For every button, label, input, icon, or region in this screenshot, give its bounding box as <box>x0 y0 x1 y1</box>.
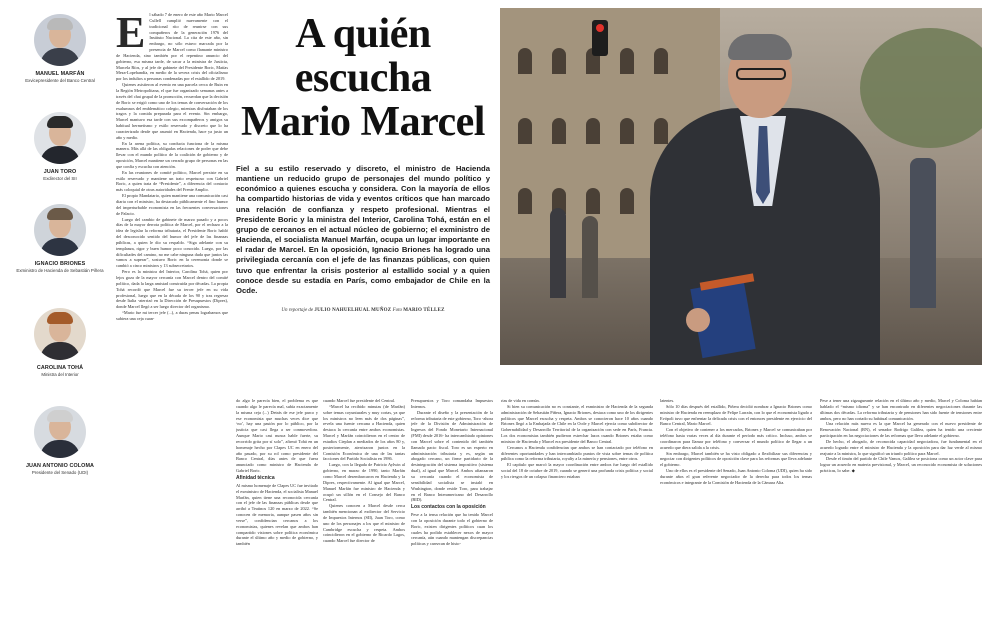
person-role: Presidente del Senado (UDI) <box>31 470 89 475</box>
person-name: IGNACIO BRIONES <box>34 261 86 267</box>
paragraph: Quienes conocen a Marcel desde cerca también mencionan al exdirector del Servicio de Impuestos Internos (SII), Juan Toro, como uno de los personajes a los que el ministro de Cambridge escucha y respeta. Ambos coincidieron en el gobierno de Ricardo Lagos, cuando Marcel fue director de <box>323 503 405 544</box>
paragraph: En la arena política, su conducta funciona de la misma manera. Más allá de las obligadas relaciones de poder que debe llevar con el mundo político de la coalición de gobierno y de oposición, Marcel mantiene un cerrado grupo de personas en las que confía y escucha con atención. <box>116 140 228 169</box>
man-hair <box>728 34 792 60</box>
paragraph: Durante el diseño y la presentación de la reforma tributaria de este gobierno, Toro -ahora jefe de la División de Administración de Ingresos del Fondo Monetario Internacional (FMI) desde 2016- ha intercambiado opiniones con Marcel sobre el contenido del también llamado pacto fiscal. Toro es un experto en administración tributaria y es, según un abogado cercano, un firme partidario de la desintegración del sistema impositivo (sistema dual), al igual que Marcel. Ambos afianzaron su cercanía cuando el economista de sensibilidad socialista se instaló en Washington, donde reside Toro, para trabajar en el Banco Interamericano del Desarrollo (BID). <box>411 409 493 503</box>
building-window <box>620 48 634 74</box>
paragraph: Pese a tener una zigzagueante relación en el último año y medio, Marcel y Coloma habían hablado el “mismo idioma” y se han encontrado en diferentes negociaciones durante las últimas dos décadas. La reforma tributaria y de pensiones han sido fuente de tensiones entre ambos, pero no han cortado su habitual comunicación. <box>820 398 982 421</box>
avatar <box>34 14 86 66</box>
paragraph: Una relación más nueva es la que Marcel ha generado con el nuevo presidente de Renovación Nacional (RN), el senador Rodrigo Galilea, quien ha tenido una creciente participación en las negociaciones de las reformas que lleva adelante el gobierno. <box>820 421 982 439</box>
person-name: JUAN TORO <box>43 169 77 175</box>
paragraph: El capítulo que marcó la mayor coordinación entre ambos fue luego del estallido social del 18 de octubre de 2019, cuando se generó una profunda crisis política y social y los riesgos de un colapso financiero estaban <box>501 462 653 479</box>
avatar-hair <box>47 312 73 324</box>
byline-photographer: MARIO TÉLLEZ <box>403 308 445 313</box>
portrait-carolina-toha <box>14 308 106 377</box>
portrait-juan-toro <box>14 112 106 181</box>
subheading: Afinidad técnica <box>236 474 275 481</box>
article-column-2 <box>236 398 318 612</box>
avatar-body <box>40 440 80 458</box>
person-role: Exdirector del SII <box>43 176 77 181</box>
building-window <box>552 48 566 74</box>
paragraph: Presupuestos y Toro comandaba Impuestos Internos. <box>411 398 493 409</box>
paragraph: rias de vida en común. <box>501 398 540 403</box>
paragraph: latentes. <box>660 398 675 403</box>
headline-line: Mario Marcel <box>241 99 485 145</box>
paragraph: En las reuniones de comité político, Marcel persiste en su estilo reservado y mantiene un trato respetuoso con Gabriel Boric, a quien trata de “Presidente”, a diferencia del contacto más coloquial de otras autoridades del Frente Amplio. <box>116 169 228 193</box>
building-window <box>654 118 668 144</box>
portrait-juan-antonio-coloma <box>14 406 106 475</box>
building-window <box>586 188 600 214</box>
pedestrian <box>910 158 936 308</box>
building-window <box>518 118 532 144</box>
tree <box>860 28 982 148</box>
paragraph: Pese a la tensa relación que ha tenido Marcel con la oposición durante todo el gobierno de Boric, existen dirigentes políticos cuan los cuales ha podido establecer nexos de mayor cercanía, aún cuando mantengan discrepancias políticas y carezcan de histo- <box>411 512 493 547</box>
paragraph: Con el objetivo de contener a los mercados, Briones y Marcel se comunicaban por teléfono hasta varias veces al día durante el período más crítico. Incluso, ambos se coordinaron para llamar por teléfono y conversar el mundo político de llegar a un acuerdo que diera salida a la crisis. <box>660 427 812 450</box>
article-column-3 <box>323 398 405 612</box>
paragraph: “Mario fue mi tercer jefe (...), a duras penas lograbamos que subiera una ceja cuan- <box>116 310 228 321</box>
portrait-manuel-marfan <box>14 14 106 83</box>
paragraph: Cercanos a Hacienda confidencian que ambos se han contactado por teléfono en diferentes oportunidades y han intercambiado puntos de vista sobre temas de política pública como la reforma tributaria, royalty a la minería y pensiones, entre otros. <box>501 444 653 462</box>
avatar-body <box>40 342 80 360</box>
lead-paragraph: Fiel a su estilo reservado y discreto, el ministro de Hacienda mantiene un reducido grupo de personajes del mundo político y económico a quienes escucha y considera. Con la mayoría de ellos ha compartido historias de vida y eventos críticos que han marcado una relación de confianza y respeto profesional. Mientras el Presidente Boric y la ministra del Interior, Carolina Tohá, están en el grupo de cercanos en el actual núcleo de gobierno; el exministro de Hacienda, el socialista Manuel Marfán, ocupa un lugar importante en el radar de Marcel. En la oposición, Ignacio Briones ha logrado una privilegiada cercanía con el jefe de las finanzas públicas, con quien tuvo que enfrentar la crisis posterior al estallido social y a quien conoce desde su estadía en París, como embajador de Chile en la Ocde. <box>236 164 490 295</box>
person-name: MANUEL MARFÁN <box>35 71 85 77</box>
building-window <box>620 118 634 144</box>
article-column-4 <box>411 398 493 612</box>
avatar <box>34 308 86 360</box>
paragraph: “Marcel ha recibido minutas (de Marfán) sobre temas coyunturales y muy cortas, ya que los ministros no leen más de dos páginas”, revela una fuente cercana a Hacienda, quien destaca la cercanía entre ambos economistas. Marcel y Marfán coincidieron en el centro de estudios Cieplan a mediados de los años 80 y, posteriormente, aterrizaron juntos en la Comisión Económica de una de las tantas facciones del Partido Socialista en 1986. <box>323 403 405 462</box>
avatar-body <box>40 238 80 256</box>
paragraph: Al mismo homenaje de Clapes UC fue invitado el exministro de Hacienda, el socialista Manuel Marfán, quien tiene una reconocida cercanía con el jefe de las finanzas públicas desde que arribó a Teatinos 120 en marzo de 2022. “Se conocen de memoria, aunque pasen años sin verse”, confidencian cercanos a los economistas, quienes revelan que ambos han compartido visiones sobre política económica durante el último año y medio de gobierno, y también <box>236 482 318 547</box>
photo-prefix: Foto <box>392 308 403 313</box>
article-column-1 <box>116 12 228 612</box>
avatar <box>34 204 86 256</box>
building-window <box>518 188 532 214</box>
portrait-ignacio-briones <box>14 204 106 273</box>
paragraph: do algo le parecía bien, el problema es que cuando algo le parecía mal, subía exactamente la misma ceja (...) Detrás de ese jefe parco y ese economista que muchas veces dice que ‘no’, hay una pasión por lo público, por la justicia que casi llega a ser conmovedora. Aunque Mario casi nunca hable fuerte, su recorrido grita por sí solo”, afirmó Tohá en un homenaje hecho por Clapes UC en enero del año pasado, por su rol como presidente del Banco Central, días antes de que fuera anunciado como ministro de Hacienda de Gabriel Boric. <box>236 398 318 474</box>
article-column-5 <box>501 398 653 612</box>
traffic-light-icon <box>592 20 608 56</box>
byline-author: JULIO NAHUELHUAL MUÑOZ <box>314 308 392 313</box>
paragraph: De hecho, el abogado, de reconocida capacidad negociadora, fue fundamental en el acuerdo logrado entre el ministro de Hacienda y la oposición para dar luz verde al mismo reajuste a la ministra, lo que significó un triunfo político para Marcel. <box>820 438 982 456</box>
building-window <box>620 188 634 214</box>
person-role: Exministro de Hacienda de Sebastián Piñera <box>16 268 104 273</box>
paragraph: Quienes asistieron al evento en una parcela cerca de Buin en la Región Metropolitana, el que fue organizado semanas antes a través del chat grupal de la promoción, recuerdan que la decisión de Boric se erigió como uno de los temas de conversación de los exalumnos del emblemático colegio, mientras disfrutaban de los tragos y la comida preparada para el evento. Sin embargo, Marcel mantuvo esa tarde con sus excompañeros y amigos su habitual hermetismo y estilo reservado y discreto que lo ha caracterizado desde que asumió en Hacienda, hace ya justo un año y medio. <box>116 82 228 140</box>
byline <box>236 308 490 313</box>
avatar-body <box>40 146 80 164</box>
avatar-hair <box>47 208 73 220</box>
paragraph: Uno de ellos es el presidente del Senado, Juan Antonio Coloma (UDI), quien ha sido durante años el gran referente negociador de la derecha para todos los temas económicos e integrante de la Comisión de Hacienda de la Cámara Alta. <box>660 468 812 485</box>
paragraph: Pero es la ministra del Interior, Carolina Tohá, quien por lejos goza de la mayor cercanía con Marcel dentro del comité político, dada la larga amistad construida por décadas. La propia Tohá recordó que Marcel fue su tercer jefe en su vida profesional, luego que en la década de los 90 y tras regresar desde Italia -aterrizó en la Dirección de Presupuestos (Dipres), donde Marcel llegó a ser luego director del organismo. <box>116 269 228 310</box>
article-column-7 <box>820 398 982 612</box>
headline <box>236 12 490 144</box>
building-window <box>552 118 566 144</box>
avatar-hair <box>47 410 73 422</box>
portrait-column <box>14 8 106 613</box>
paragraph: Luego, con la llegada de Patricio Aylwin al gobierno, en marzo de 1990, tanto Marfán como Marcel desembarcaron en Hacienda y la Dipres, respectivamente. Al igual que Marcel, Manuel Marfán fue ministro de Hacienda y ocupó un sillón en el Consejo del Banco Central. <box>323 462 405 503</box>
pedestrian <box>582 216 598 298</box>
glasses-icon <box>736 68 786 80</box>
paragraph: Sin embargo, Marcel también se ha visto obligado a flexibilizar sus diferencias y negociar con dirigentes políticos de oposición clave para las reformas que lleva adelante el gobierno. <box>660 450 812 468</box>
avatar-hair <box>47 18 73 30</box>
drop-cap: E <box>116 12 146 57</box>
article-column-6 <box>660 398 812 612</box>
person-name: JUAN ANTONIO COLOMA <box>25 463 95 469</box>
headline-line: escucha <box>294 55 432 101</box>
subheading: Los contactos con la oposición <box>411 504 486 511</box>
avatar <box>34 112 86 164</box>
paragraph: cuando Marcel fue presidente del Central. <box>323 398 396 403</box>
avatar-body <box>40 48 80 66</box>
paragraph: l sábado 7 de enero de este año Mario Marcel Cullell cumplió nuevamente con el tradicional rito de reunirse con sus compañeros de la generación 1976 del Instituto Nacional. La cita de este año, sin embargo, no sólo estuvo marcada por la presencia de Marcel como flamante ministro de Hacienda, sino también por el repentino anuncio del gobierno, esa misma tarde, de sacar a la ministra de Justicia, Marcela Ríos, y al jefe de gabinete del Presidente Boric, Matías Meza-Lopehandía, en medio de la severa crisis del oficialismo por los indultos a personas condenadas por el estallido de 2019. <box>116 12 228 82</box>
paragraph: El propio Mandatario, quien mantiene una comunicación casi diaria con el ministro, ha destacado públicamente el fino humor del imperturbable economista en las frecuentes conversaciones de Palacio. <box>116 193 228 216</box>
byline-prefix: Un reportaje de <box>281 308 314 313</box>
building-window <box>654 48 668 74</box>
hero-photo <box>500 8 982 365</box>
paragraph: Sólo 10 días después del estallido, Piñera decidió nombrar a Ignacio Briones como ministro de Hacienda en reemplazo de Felipe Larraín, con lo que el economista ligado a Evópoli tuvo que enfrentar la delicada crisis con el entonces presidente en ejercicio del Banco Central, Mario Marcel. <box>660 403 812 427</box>
hand <box>686 308 710 332</box>
paragraph: Si bien su comunicación no es constante, el exministro de Hacienda de la segunda administración de Sebastián Piñera, Ignacio Briones, destaca como uno de los dirigentes políticos que Marcel escucha y respeta. Ambos se conocieron hace 10 años cuando Briones llegó a la Embajada de Chile en la Ocde y Marcel ejercía como subdirector de Gobernabilidad y Desarrollo Territorial de la organización con sede en París, Francia. Los dos economistas también pudieron estrechar lazos cuando Briones estaba como ministro de Hacienda y Marcel era presidente del Banco Central. <box>501 403 653 444</box>
person-role: Ministra del Interior <box>41 372 79 377</box>
avatar-hair <box>47 116 73 128</box>
building-window <box>586 118 600 144</box>
person-name: CAROLINA TOHÁ <box>36 365 84 371</box>
avatar <box>34 406 86 458</box>
headline-line: A quién <box>295 11 431 57</box>
pedestrian <box>550 208 566 298</box>
paragraph: Desde el timón del partido de Chile Vamos, Galilea se posiciona como un actor clave para lograr un acuerdo en materia previsional, y Marcel, un reconocido economista de soluciones prácticas, lo sabe. ◆ <box>820 456 982 474</box>
paragraph: Luego del cambio de gabinete de marzo pasado y a pocos días de la mayor derrota política de Marcel, por el rechazo a la idea de legislar la reforma tributaria, el Presidente Boric habló del desconocido sentido del humor del jefe de las finanzas públicas, a quien le dio su respaldo. “Siga adelante con su templanza, rigor y buen humor poco conocido. Luego, por las dificultades del camino, no me cabe ninguna duda que juntos las vamos a superar”, sostuvo Boric en la ceremonia donde se cambió a cinco ministros y 13 subsecretarios. <box>116 216 228 269</box>
person-role: Exvicepresidente del Banco Central <box>25 78 95 83</box>
building-window <box>518 48 532 74</box>
